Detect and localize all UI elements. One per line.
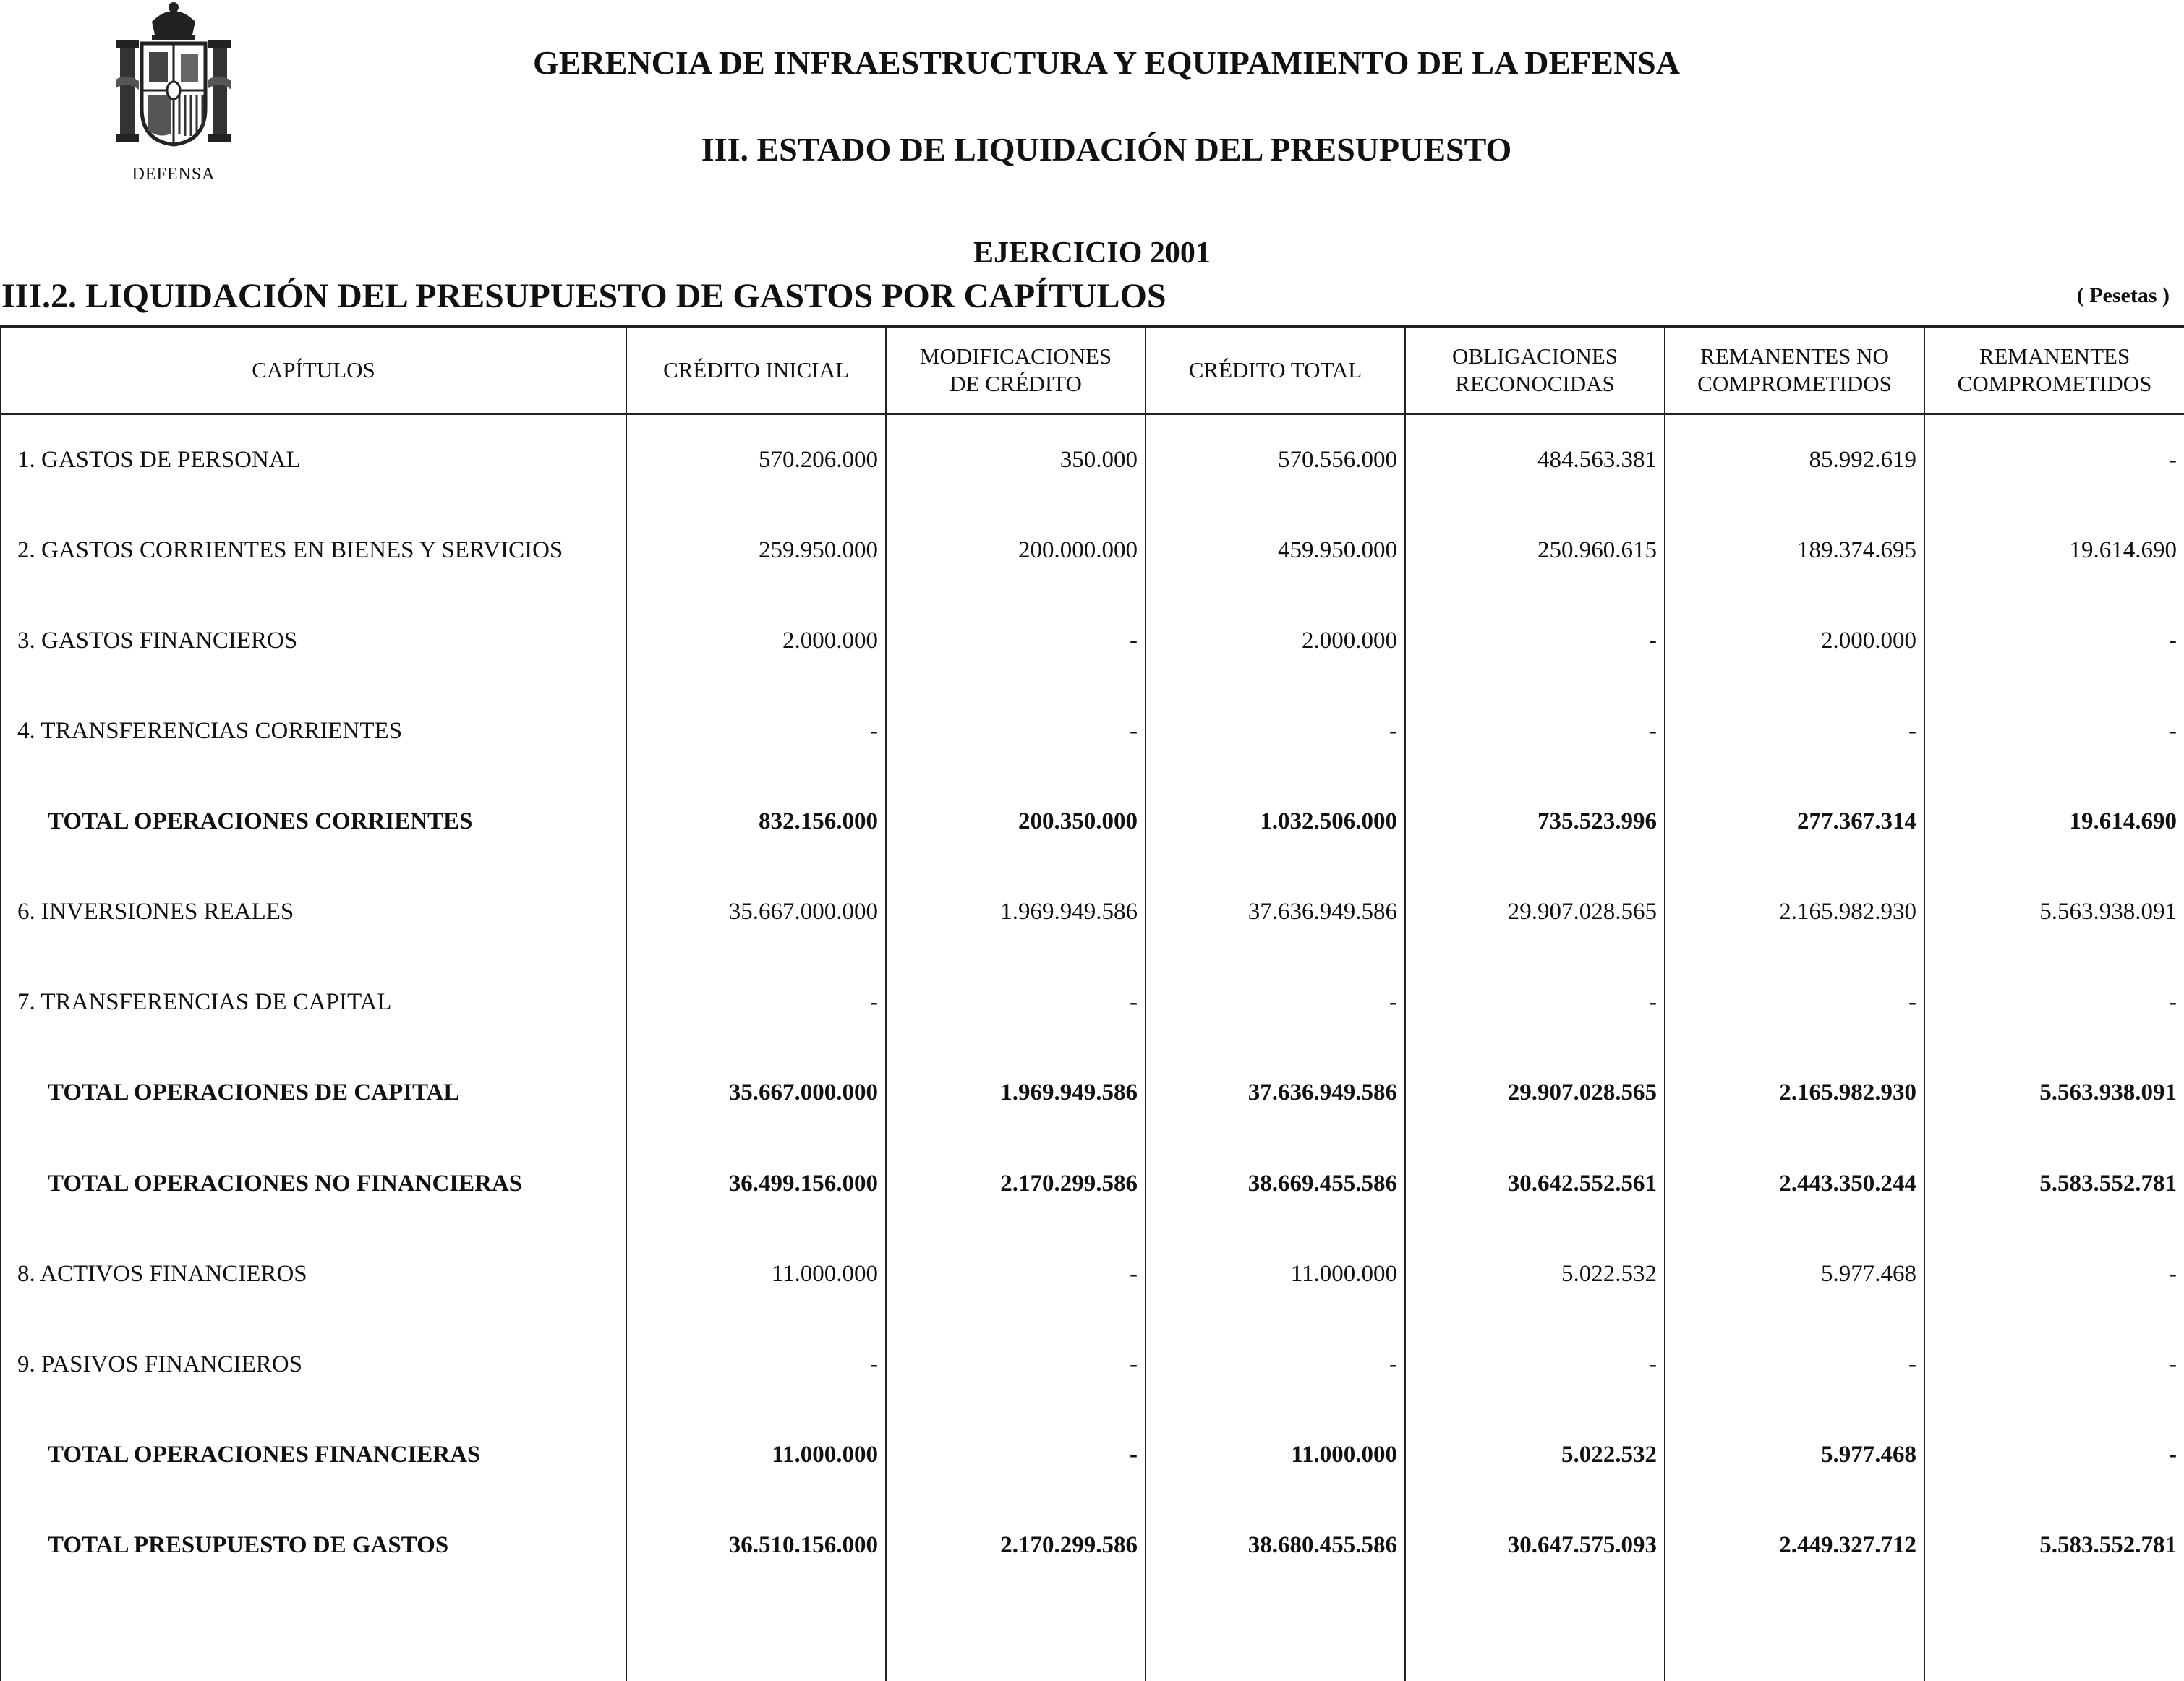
amount-cell: 30.642.552.561 xyxy=(1405,1139,1665,1229)
amount-cell: 19.614.690 xyxy=(1924,777,2184,867)
amount-cell: 5.977.468 xyxy=(1665,1229,1924,1319)
amount-cell: - xyxy=(626,957,886,1048)
chapter-name: TOTAL OPERACIONES DE CAPITAL xyxy=(1,1048,626,1138)
total-row xyxy=(1,1500,2184,1591)
column-header: REMANENTES COMPROMETIDOS xyxy=(1924,327,2184,414)
amount-cell: 37.636.949.586 xyxy=(1146,1048,1405,1138)
amount-cell: - xyxy=(1665,1319,1924,1410)
amount-cell: 30.647.575.093 xyxy=(1405,1500,1665,1591)
amount-cell: 2.165.982.930 xyxy=(1665,867,1924,957)
amount-cell: 35.667.000.000 xyxy=(626,867,886,957)
table-row xyxy=(1,596,2184,686)
amount-cell: 735.523.996 xyxy=(1405,777,1665,867)
statement-title: III. ESTADO DE LIQUIDACIÓN DEL PRESUPUESTO xyxy=(701,131,1512,168)
amount-cell: 5.563.938.091 xyxy=(1924,1048,2184,1138)
amount-cell: - xyxy=(886,686,1146,777)
empty-cell xyxy=(1665,1591,1924,1681)
amount-cell: - xyxy=(1665,686,1924,777)
amount-cell: 85.992.619 xyxy=(1665,414,1924,506)
empty-cell xyxy=(1405,1591,1665,1681)
amount-cell: - xyxy=(886,596,1146,686)
amount-cell: - xyxy=(1924,1410,2184,1500)
amount-cell: - xyxy=(626,1319,886,1410)
amount-cell: 11.000.000 xyxy=(626,1410,886,1500)
amount-cell: - xyxy=(886,1410,1146,1500)
chapter-name: 8. ACTIVOS FINANCIEROS xyxy=(1,1229,626,1319)
amount-cell: 11.000.000 xyxy=(626,1229,886,1319)
amount-cell: - xyxy=(1924,686,2184,777)
column-header: CRÉDITO INICIAL xyxy=(626,327,886,414)
amount-cell: - xyxy=(1924,1229,2184,1319)
empty-cell xyxy=(626,1591,886,1681)
amount-cell: - xyxy=(886,957,1146,1048)
amount-cell: - xyxy=(1405,957,1665,1048)
table-row xyxy=(1,414,2184,506)
amount-cell: 259.950.000 xyxy=(626,505,886,596)
chapter-name: TOTAL PRESUPUESTO DE GASTOS xyxy=(1,1500,626,1591)
amount-cell: - xyxy=(1405,596,1665,686)
amount-cell: 2.000.000 xyxy=(626,596,886,686)
section-title: III.2. LIQUIDACIÓN DEL PRESUPUESTO DE GASTOS POR CAPÍTULOS xyxy=(1,277,1166,315)
amount-cell: 5.022.532 xyxy=(1405,1410,1665,1500)
amount-cell: 5.977.468 xyxy=(1665,1410,1924,1500)
amount-cell: - xyxy=(886,1229,1146,1319)
table-row xyxy=(1,505,2184,596)
chapter-name: 3. GASTOS FINANCIEROS xyxy=(1,596,626,686)
filler-row xyxy=(1,1591,2184,1681)
chapter-name: TOTAL OPERACIONES FINANCIERAS xyxy=(1,1410,626,1500)
amount-cell: 5.022.532 xyxy=(1405,1229,1665,1319)
agency-title: GERENCIA DE INFRAESTRUCTURA Y EQUIPAMIENTO DE LA DEFENSA xyxy=(533,44,1680,81)
total-row xyxy=(1,777,2184,867)
table-row xyxy=(1,1229,2184,1319)
table-header-row xyxy=(1,327,2184,414)
amount-cell: 350.000 xyxy=(886,414,1146,506)
amount-cell: 35.667.000.000 xyxy=(626,1048,886,1138)
amount-cell: 200.350.000 xyxy=(886,777,1146,867)
amount-cell: 5.583.552.781 xyxy=(1924,1139,2184,1229)
amount-cell: 2.449.327.712 xyxy=(1665,1500,1924,1591)
column-header: REMANENTES NO COMPROMETIDOS xyxy=(1665,327,1924,414)
table-row xyxy=(1,957,2184,1048)
amount-cell: - xyxy=(1405,1319,1665,1410)
total-row xyxy=(1,1048,2184,1138)
amount-cell: 2.165.982.930 xyxy=(1665,1048,1924,1138)
amount-cell: - xyxy=(626,686,886,777)
amount-cell: 19.614.690 xyxy=(1924,505,2184,596)
table-row xyxy=(1,686,2184,777)
chapter-name: 4. TRANSFERENCIAS CORRIENTES xyxy=(1,686,626,777)
amount-cell: 5.583.552.781 xyxy=(1924,1500,2184,1591)
amount-cell: 5.563.938.091 xyxy=(1924,867,2184,957)
amount-cell: 29.907.028.565 xyxy=(1405,1048,1665,1138)
amount-cell: 459.950.000 xyxy=(1146,505,1405,596)
amount-cell: - xyxy=(1924,414,2184,506)
amount-cell: - xyxy=(1924,957,2184,1048)
chapter-name: 6. INVERSIONES REALES xyxy=(1,867,626,957)
amount-cell: 250.960.615 xyxy=(1405,505,1665,596)
amount-cell: 200.000.000 xyxy=(886,505,1146,596)
column-header: CRÉDITO TOTAL xyxy=(1146,327,1405,414)
empty-cell xyxy=(1,1591,626,1681)
chapter-name: 2. GASTOS CORRIENTES EN BIENES Y SERVICIOS xyxy=(1,505,626,596)
chapter-name: TOTAL OPERACIONES NO FINANCIERAS xyxy=(1,1139,626,1229)
amount-cell: - xyxy=(1924,596,2184,686)
amount-cell: 1.969.949.586 xyxy=(886,1048,1146,1138)
budget-table xyxy=(0,325,2184,1681)
total-row xyxy=(1,1139,2184,1229)
empty-cell xyxy=(1146,1591,1405,1681)
amount-cell: 38.680.455.586 xyxy=(1146,1500,1405,1591)
amount-cell: 484.563.381 xyxy=(1405,414,1665,506)
chapter-name: 7. TRANSFERENCIAS DE CAPITAL xyxy=(1,957,626,1048)
amount-cell: 2.170.299.586 xyxy=(886,1500,1146,1591)
amount-cell: 277.367.314 xyxy=(1665,777,1924,867)
chapter-name: 9. PASIVOS FINANCIEROS xyxy=(1,1319,626,1410)
logo-caption: DEFENSA xyxy=(132,165,216,184)
empty-cell xyxy=(1924,1591,2184,1681)
amount-cell: - xyxy=(1405,686,1665,777)
amount-cell: 2.000.000 xyxy=(1665,596,1924,686)
amount-cell: 189.374.695 xyxy=(1665,505,1924,596)
amount-cell: - xyxy=(1146,686,1405,777)
amount-cell: 38.669.455.586 xyxy=(1146,1139,1405,1229)
currency-unit: ( Pesetas ) xyxy=(2076,283,2170,307)
total-row xyxy=(1,1410,2184,1500)
amount-cell: - xyxy=(886,1319,1146,1410)
amount-cell: 2.443.350.244 xyxy=(1665,1139,1924,1229)
table-row xyxy=(1,1319,2184,1410)
chapter-name: 1. GASTOS DE PERSONAL xyxy=(1,414,626,506)
amount-cell: 832.156.000 xyxy=(626,777,886,867)
empty-cell xyxy=(886,1591,1146,1681)
amount-cell: - xyxy=(1665,957,1924,1048)
amount-cell: 570.206.000 xyxy=(626,414,886,506)
amount-cell: 36.499.156.000 xyxy=(626,1139,886,1229)
column-header: OBLIGACIONES RECONOCIDAS xyxy=(1405,327,1665,414)
amount-cell: - xyxy=(1146,1319,1405,1410)
amount-cell: 11.000.000 xyxy=(1146,1229,1405,1319)
chapter-name: TOTAL OPERACIONES CORRIENTES xyxy=(1,777,626,867)
amount-cell: 1.969.949.586 xyxy=(886,867,1146,957)
amount-cell: 570.556.000 xyxy=(1146,414,1405,506)
column-header: CAPÍTULOS xyxy=(1,327,626,414)
table-row xyxy=(1,867,2184,957)
amount-cell: - xyxy=(1146,957,1405,1048)
amount-cell: - xyxy=(1924,1319,2184,1410)
amount-cell: 2.000.000 xyxy=(1146,596,1405,686)
amount-cell: 2.170.299.586 xyxy=(886,1139,1146,1229)
amount-cell: 37.636.949.586 xyxy=(1146,867,1405,957)
column-header: MODIFICACIONES DE CRÉDITO xyxy=(886,327,1146,414)
amount-cell: 36.510.156.000 xyxy=(626,1500,886,1591)
amount-cell: 29.907.028.565 xyxy=(1405,867,1665,957)
amount-cell: 11.000.000 xyxy=(1146,1410,1405,1500)
amount-cell: 1.032.506.000 xyxy=(1146,777,1405,867)
fiscal-year: EJERCICIO 2001 xyxy=(973,236,1211,270)
